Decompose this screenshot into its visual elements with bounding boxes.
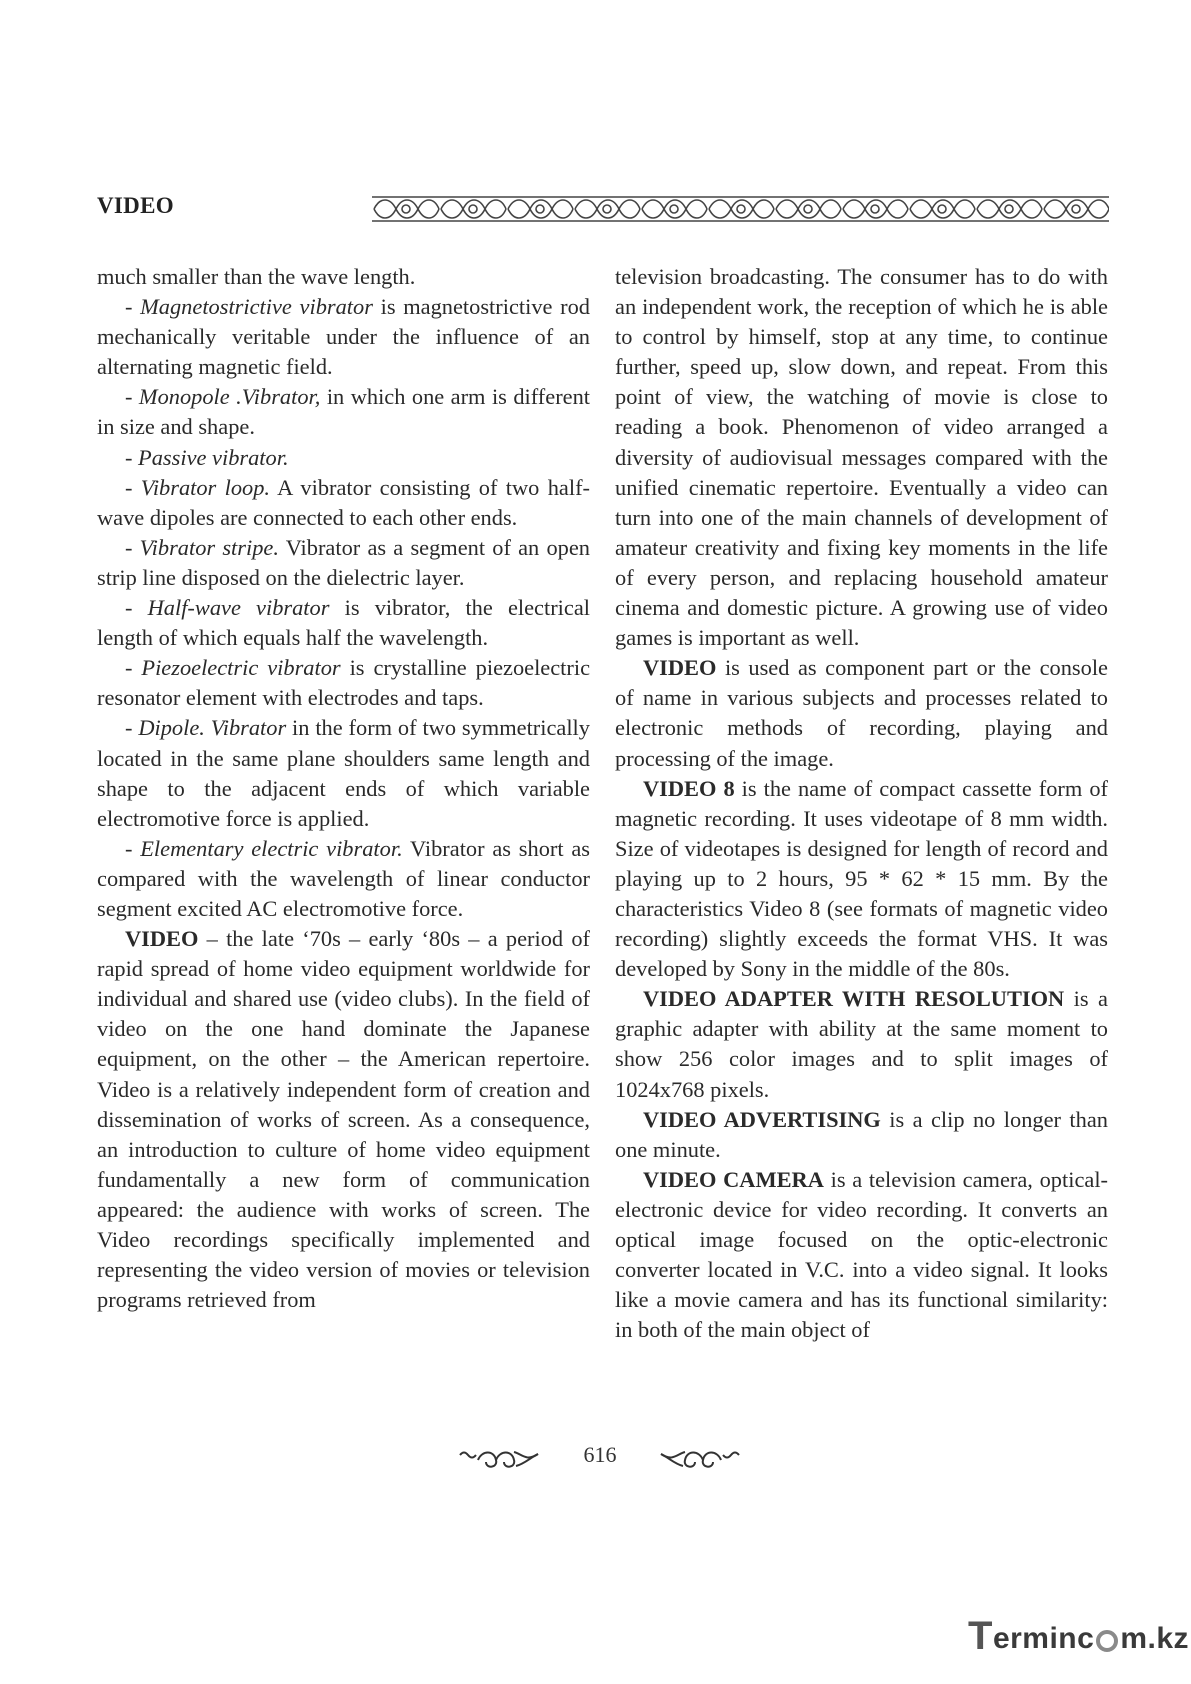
entry-text: Vibrator as a segment of an open strip line disposed on the dielectric layer. (97, 534, 590, 590)
entry-paragraph (615, 1105, 1108, 1165)
entry-term: - Magnetostrictive vibrator (125, 294, 373, 320)
paragraph: television broadcasting. The consumer has to do with an independent work, the reception of which he is able to control by himself, stop at any time, to continue further, speed up, slow down, and repeat. From this point of view, the watching of movie is close to reading a book. Phenomenon of video arranged a diversity of audiovisual messages compared with the unified cinematic repertoire. Eventually a video can turn into one of the main channels of development of amateur creativity and fixing key moments in the life of every person, and replacing household amateur cinema and domestic picture. A growing use of video games is important as well. (615, 264, 1108, 651)
entry-paragraph (97, 473, 590, 533)
entry-text: – the late ‘70s – early ‘80s – a period of rapid spread of home video equipment worldwide for individual and shared use (video clubs). In the field of video on the one hand dominate the Japanese equipment, on the other – the American repertoire. Video is a relatively independent form of creation and dissemination of works of screen. As a consequence, an introduction to culture of home video equipment fundamentally a new form of communication appeared: the audience with works of screen. The Video recordings specifically implemented and representing the video version of movies or television programs retrieved from (97, 926, 590, 1313)
right-column (615, 262, 1108, 1345)
entry-text: Vibrator as short as compared with the wavelength of linear conductor segment excited AC electromotive force. (97, 835, 591, 921)
entry-term: - Dipole. Vibrator (125, 715, 287, 741)
entry-term: - Vibrator stripe. (125, 534, 279, 560)
entry-text: is vibrator, the electrical length of which equals half the wavelength. (97, 595, 590, 651)
entry-paragraph (97, 834, 590, 924)
entry-headword: VIDEO ADAPTER WITH RESOLUTION (643, 986, 1065, 1012)
entry-term: - Vibrator loop. (125, 474, 271, 500)
entry-text: is the name of compact cassette form of magnetic recording. It uses videotape of 8 mm width. Size of videotapes is designed for length of record and playing up to 2 hours, 95 * 62 * 15 mm. By the characteristics Video 8 (see formats of magnetic video recording) slightly exceeds the format VHS. It was developed by Sony in the middle of the 80s. (615, 775, 1108, 982)
entry-paragraph (97, 533, 590, 593)
entry-paragraph (97, 382, 590, 442)
entry-term: - Monopole .Vibrator, (125, 384, 321, 410)
footer-ornament-left-icon (456, 1446, 541, 1472)
entry-text: is used as component part or the console of name in various subjects and processes related to electronic methods of recording, playing and processing of the image. (615, 655, 1108, 771)
paragraph: much smaller than the wave length. (97, 264, 416, 289)
entry-text: is a television camera, optical-electronic device for video recording. It converts an optical image focused on the optic-electronic converter located in V.C. into a video signal. It looks like a movie camera and has its functional similarity: in both of the main object of (615, 1166, 1109, 1343)
page-header-title: VIDEO (97, 193, 174, 218)
entry-paragraph (97, 653, 590, 713)
entry-paragraph (97, 443, 590, 473)
entry-headword: VIDEO ADVERTISING (643, 1106, 881, 1132)
left-column (97, 262, 590, 1315)
entry-paragraph (97, 924, 590, 1315)
entry-paragraph (615, 1165, 1108, 1346)
entry-text: in the form of two symmetrically located in the same plane shoulders same length and shape to the adjacent ends of which variable electromotive force is applied. (97, 715, 590, 831)
footer-ornament-right-icon (658, 1446, 743, 1472)
watermark-text: m.kz (1120, 1622, 1190, 1655)
entry-headword: VIDEO CAMERA (643, 1166, 824, 1192)
entry-paragraph (97, 593, 590, 653)
site-watermark (968, 1612, 1189, 1656)
header-ornament-band (372, 195, 1109, 223)
page-footer (0, 1440, 1191, 1480)
entry-paragraph (97, 292, 590, 382)
entry-paragraph (97, 713, 590, 833)
entry-headword: VIDEO (643, 655, 717, 681)
entry-term: - Elementary electric vibrator. (125, 835, 403, 861)
entry-headword: VIDEO 8 (643, 775, 735, 801)
page-number: 616 (583, 1442, 617, 1467)
entry-text: is a graphic adapter with ability at the same moment to show 256 color images and to split images of 1024x768 pixels. (615, 986, 1108, 1102)
entry-paragraph (615, 653, 1108, 773)
entry-paragraph (615, 774, 1108, 985)
watermark-text: erminc (992, 1622, 1095, 1655)
entry-term: - Piezoelectric vibrator (125, 655, 341, 681)
entry-text: A vibrator consisting of two half-wave dipoles are connected to each other ends. (97, 474, 590, 530)
entry-text: in which one arm is different in size and shape. (97, 384, 591, 440)
entry-paragraph (615, 984, 1108, 1104)
watermark-circle-icon (1096, 1630, 1118, 1652)
entry-text: is magnetostrictive rod mechanically veritable under the influence of an alternating magnetic field. (97, 294, 590, 380)
entry-headword: VIDEO (125, 926, 199, 952)
entry-term: - Passive vibrator. (125, 444, 289, 470)
entry-text: is crystalline piezoelectric resonator element with electrodes and taps. (97, 655, 591, 711)
entry-text: is a clip no longer than one minute. (615, 1106, 1108, 1162)
entry-term: - Half-wave vibrator (125, 595, 330, 621)
watermark-letter: T (968, 1614, 993, 1658)
